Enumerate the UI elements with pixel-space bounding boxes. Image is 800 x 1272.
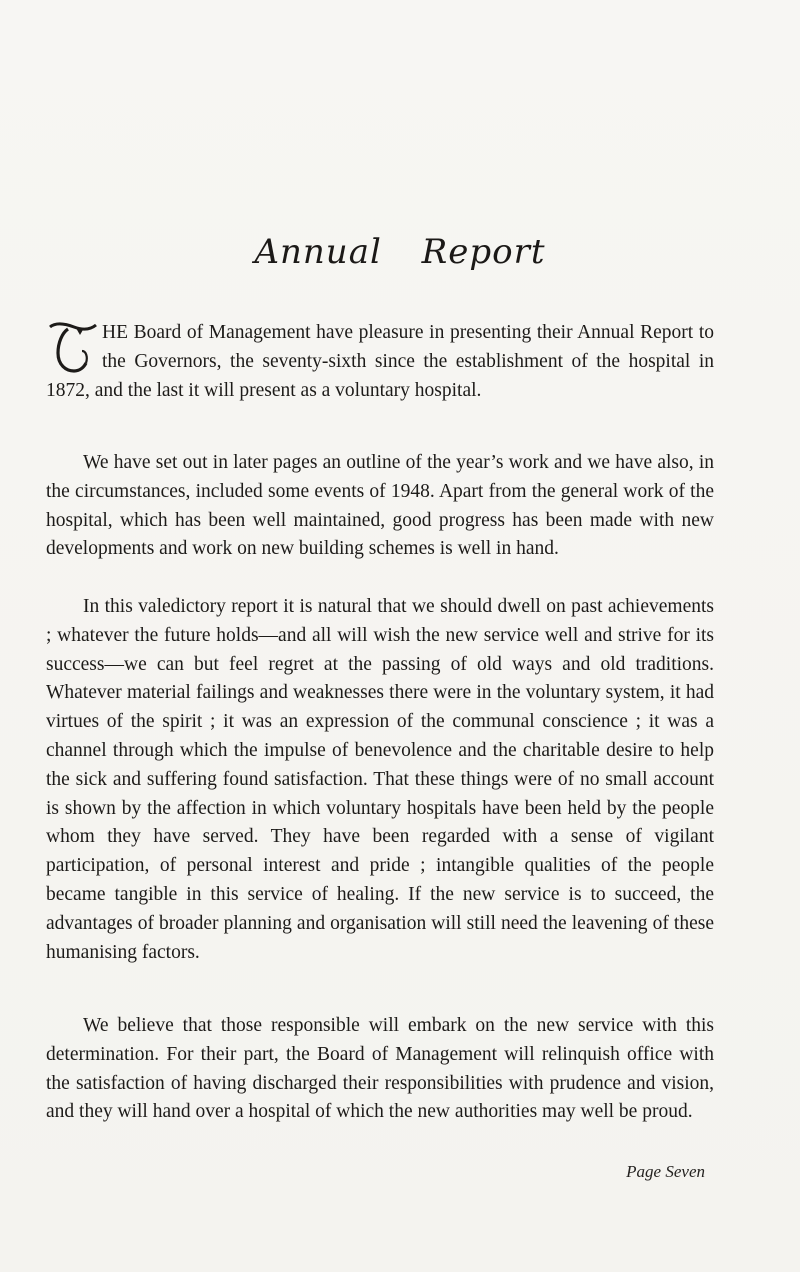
paragraph-3: In this valedictory report it is natural that we should dwell on past achievements ; whatever the future holds—and all will wish the new service well and strive for its success—we can but feel regret at the passing of old ways and old traditions. Whatever material failings and weaknesses there were in the voluntary system, it had virtues of the spirit ; it was an expression of the communal conscience ; it was a channel through which the impulse of benevolence and the charitable desire to help the sick and suffering found satisfaction. That these things were of no small account is shown by the affection in which voluntary hospitals have been held by the people whom they have served. They have been regarded with a sense of vigilant participation, of personal interest and pride ; intangible qualities of the people became tangible in this service of healing. If the new service is to succeed, the advantages of broader planning and organisation will still need the leavening of these humanising factors.: [46, 596, 714, 963]
dropcap-letter: [46, 321, 98, 375]
paragraph-block-2: [46, 449, 714, 564]
paragraph-4: We believe that those responsible will embark on the new service with this determination. For their part, the Board of Management will relinquish office with the satisfaction of having discharged their responsibilities with prudence and vision, and they will hand over a hospital of which the new authorities may well be proud.: [46, 1015, 714, 1123]
title-word-report: Report: [421, 232, 546, 272]
paragraph-block-3: [46, 593, 714, 967]
page-number: Page Seven: [626, 1162, 705, 1181]
title-word-annual: Annual: [254, 232, 382, 272]
paragraph-1: HE Board of Management have pleasure in presenting their Annual Report to the Governors, the seventy-sixth since the establishment of the hospital in 1872, and the last it will present as a voluntary hospital.: [46, 322, 714, 401]
opening-paragraph-block: [46, 319, 714, 405]
dropcap-ornament-icon: [46, 321, 98, 375]
paragraph-2: We have set out in later pages an outline of the year’s work and we have also, in the circumstances, included some events of 1948. Apart from the general work of the hospital, which has been well maintained, good progress has been made with new developments and work on new building schemes is well in hand.: [46, 452, 714, 560]
paragraph-block-4: [46, 1012, 714, 1127]
page-title: [0, 232, 800, 272]
